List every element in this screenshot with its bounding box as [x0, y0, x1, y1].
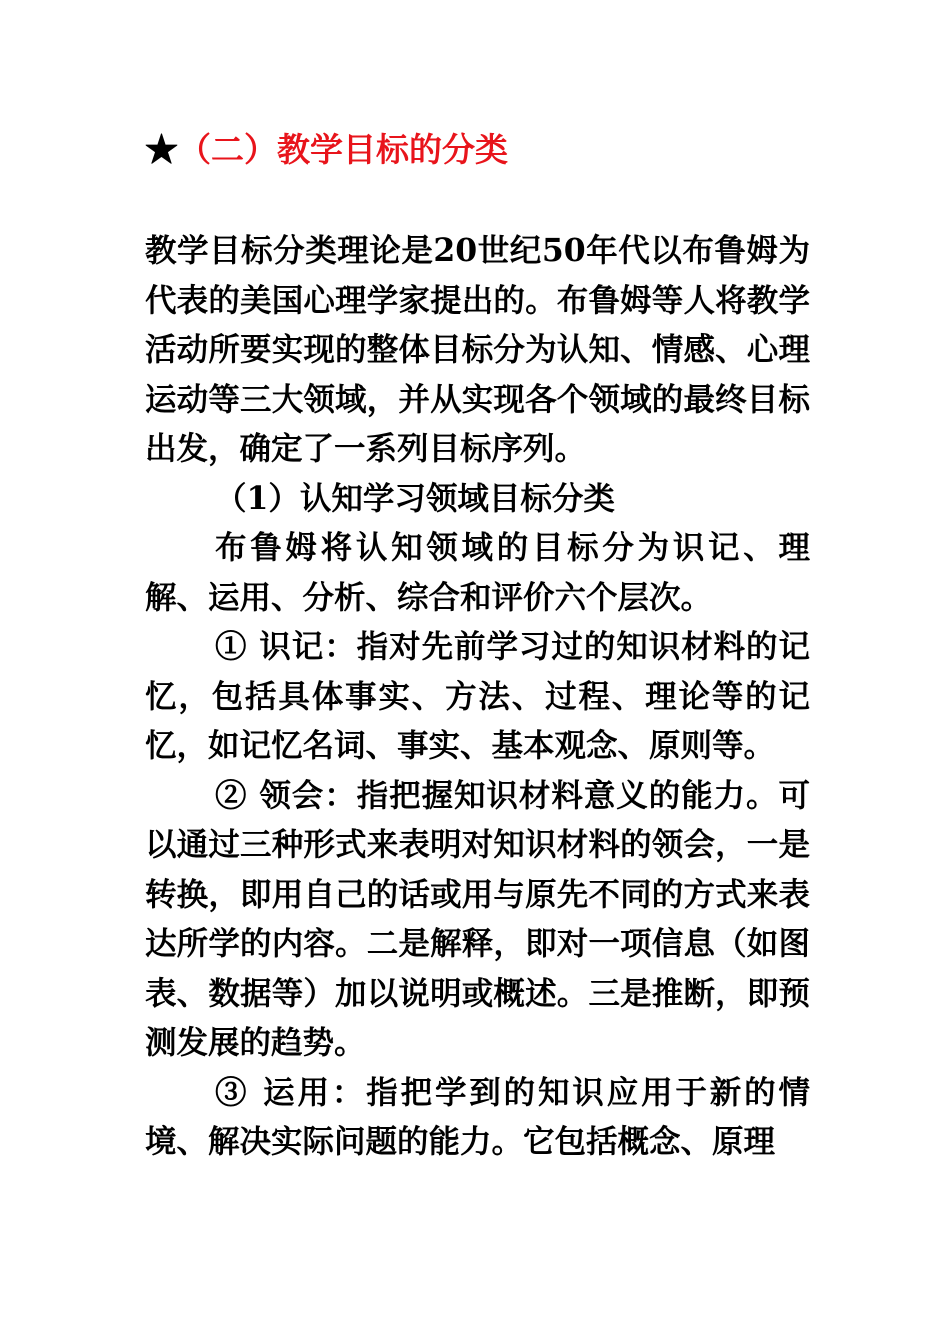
- star-icon: ★: [145, 130, 178, 169]
- section-title: （二）教学目标的分类: [178, 130, 508, 169]
- body-text: [145, 226, 810, 1167]
- item-application: ③ 运用：指把学到的知识应用于新的情境、解决实际问题的能力。它包括概念、原理: [145, 1073, 810, 1160]
- item-comprehension: ② 领会：指把握知识材料意义的能力。可以通过三种形式来表明对知识材料的领会，一是转换，即用自己的话或用与原先不同的方式来表达所学的内容。二是解释，即对一项信息（如图表、数据等）加以说明或概述。三是推断，即预测发展的趋势。: [145, 776, 810, 1061]
- subsection-title: （1）认知学习领域目标分类: [215, 479, 615, 517]
- intro-paragraph: 教学目标分类理论是20世纪50年代以布鲁姆为代表的美国心理学家提出的。布鲁姆等人将教学活动所要实现的整体目标分为认知、情感、心理运动等三大领域，并从实现各个领域的最终目标出发，确定了一系列目标序列。: [145, 232, 810, 467]
- section-heading: [145, 128, 508, 172]
- item-recall: ① 识记：指对先前学习过的知识材料的记忆，包括具体事实、方法、过程、理论等的记忆，如记忆名词、事实、基本观念、原则等。: [145, 628, 810, 764]
- levels-paragraph: 布鲁姆将认知领域的目标分为识记、理解、运用、分析、综合和评价六个层次。: [145, 529, 810, 616]
